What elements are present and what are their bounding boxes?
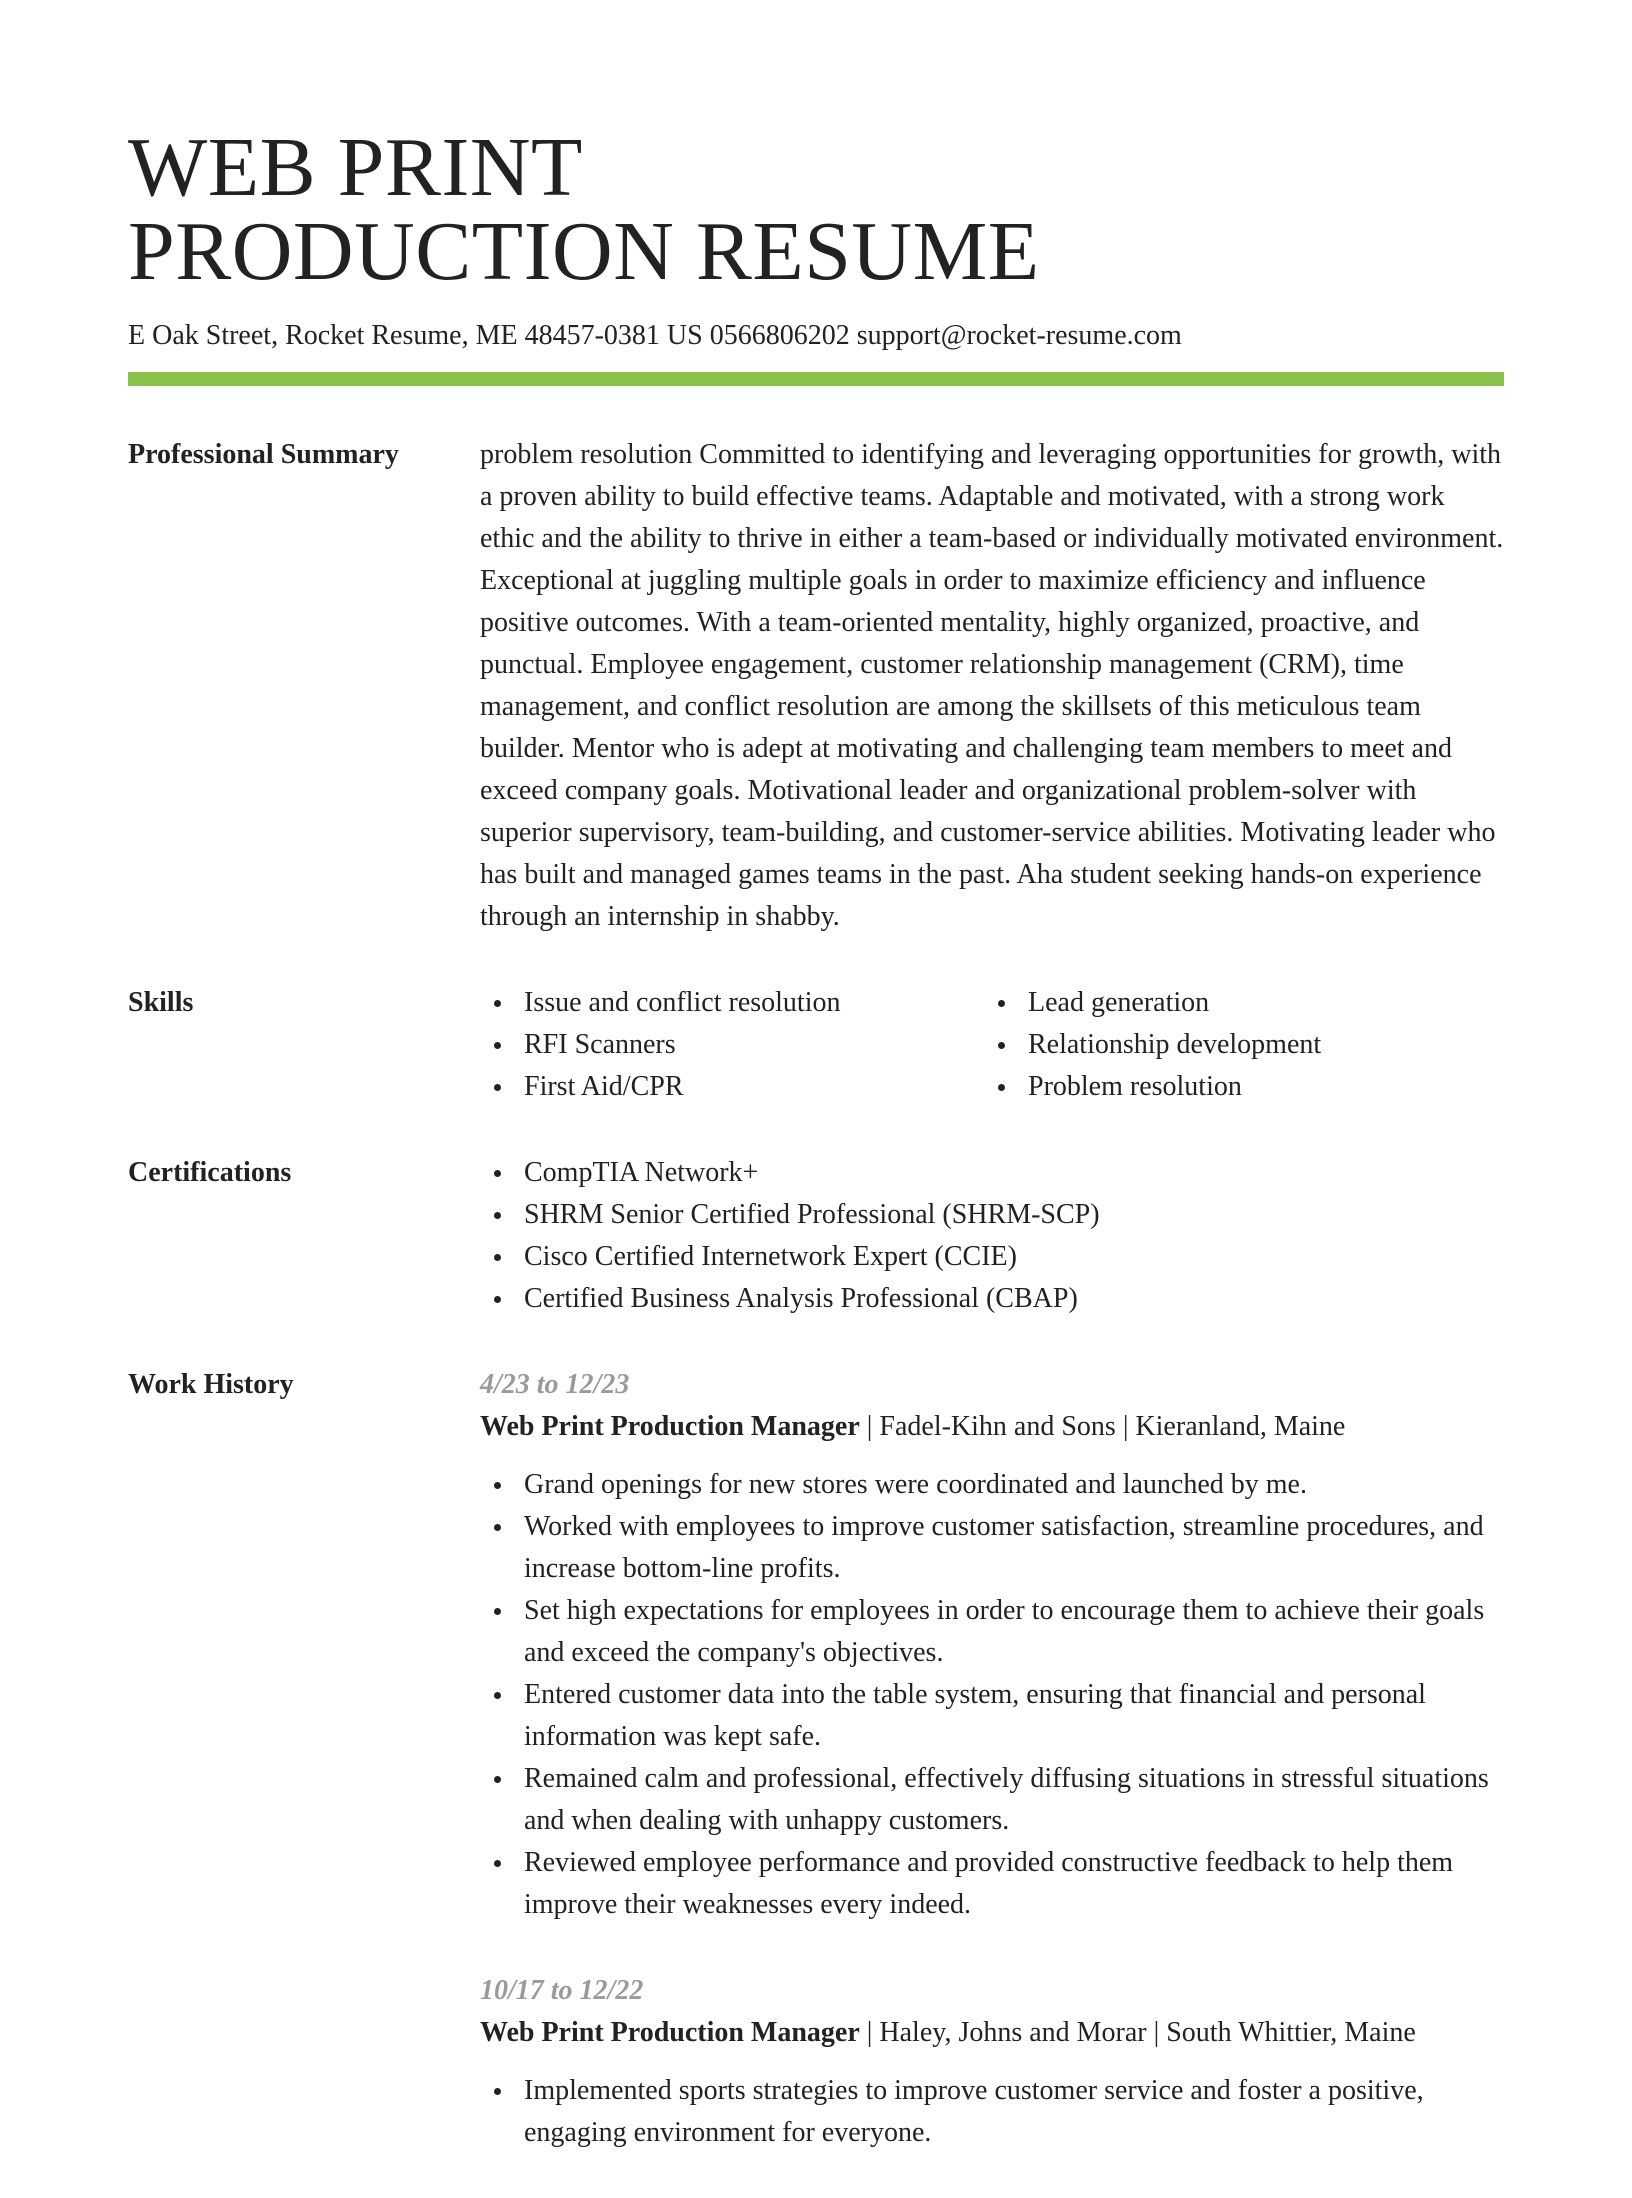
skills-section xyxy=(128,982,1504,1108)
name-line-2: PRODUCTION RESUME xyxy=(128,205,1040,298)
work-history-heading: Work History xyxy=(128,1369,294,1400)
summary-text: problem resolution Committed to identifying and leveraging opportunities for growth, with a proven ability to build effective teams. Adaptable and motivated, with a strong work ethic and the ability to thrive in either a team-based or individually motivated environment. Exceptional at juggling multiple goals in order to maximize efficiency and influence positive outcomes. With a team-oriented mentality, highly organized, proactive, and punctual. Employee engagement, customer relationship management (CRM), time management, and conflict resolution are among the skillsets of this meticulous team builder. Mentor who is adept at motivating and challenging team members to meet and exceed company goals. Motivational leader and organizational problem-solver with superior supervisory, team-building, and customer-service abilities. Motivating leader who has built and managed games teams in the past. Aha student seeking hands-on experience through an internship in shabby. xyxy=(480,439,1504,932)
job-dates: 10/17 to 12/22 xyxy=(480,1975,644,2006)
certifications-heading: Certifications xyxy=(128,1157,292,1188)
skill-item: First Aid/CPR xyxy=(480,1066,984,1108)
job-bullet: Set high expectations for employees in order to encourage them to achieve their goals and exceed the company's objectives. xyxy=(480,1590,1504,1674)
job-entry xyxy=(480,1970,1504,2154)
accent-divider xyxy=(128,372,1504,386)
job-bullet: Entered customer data into the table system, ensuring that financial and personal information was kept safe. xyxy=(480,1674,1504,1758)
skills-list-right xyxy=(984,982,1488,1108)
certification-item: SHRM Senior Certified Professional (SHRM-SCP) xyxy=(480,1194,1504,1236)
contact-info: E Oak Street, Rocket Resume, ME 48457-0381 US 0566806202 support@rocket-resume.com xyxy=(128,320,1182,351)
resume-name xyxy=(128,121,1504,298)
job-dates: 4/23 to 12/23 xyxy=(480,1369,630,1400)
job-title: Web Print Production Manager xyxy=(480,2017,860,2048)
job-bullets xyxy=(480,2070,1504,2154)
summary-section xyxy=(128,434,1504,938)
job-bullet: Implemented sports strategies to improve customer service and foster a positive, engaging environment for everyone. xyxy=(480,2070,1504,2154)
certification-item: Certified Business Analysis Professional (CBAP) xyxy=(480,1278,1504,1320)
job-header xyxy=(480,2012,1504,2054)
resume-page xyxy=(128,121,1504,2198)
job-bullets xyxy=(480,1464,1504,1926)
certification-item: Cisco Certified Internetwork Expert (CCIE) xyxy=(480,1236,1504,1278)
name-line-1: WEB PRINT xyxy=(128,121,583,214)
job-bullet: Reviewed employee performance and provided constructive feedback to help them improve their weaknesses every indeed. xyxy=(480,1842,1504,1926)
certifications-section xyxy=(128,1152,1504,1320)
skills-heading: Skills xyxy=(128,987,194,1018)
skill-item: Problem resolution xyxy=(984,1066,1488,1108)
job-entry xyxy=(480,1364,1504,1926)
skill-item: Issue and conflict resolution xyxy=(480,982,984,1024)
summary-heading: Professional Summary xyxy=(128,439,399,470)
skills-list-left xyxy=(480,982,984,1108)
job-company-location: | Fadel-Kihn and Sons | Kieranland, Maine xyxy=(859,1411,1346,1442)
job-company-location: | Haley, Johns and Morar | South Whittier, Maine xyxy=(859,2017,1416,2048)
job-header xyxy=(480,1406,1504,1448)
job-bullet: Worked with employees to improve customer satisfaction, streamline procedures, and increase bottom-line profits. xyxy=(480,1506,1504,1590)
certifications-list xyxy=(480,1152,1504,1320)
skill-item: Relationship development xyxy=(984,1024,1488,1066)
job-title: Web Print Production Manager xyxy=(480,1411,860,1442)
work-history-section xyxy=(128,1364,1504,2198)
skill-item: RFI Scanners xyxy=(480,1024,984,1066)
job-bullet: Remained calm and professional, effectively diffusing situations in stressful situations and when dealing with unhappy customers. xyxy=(480,1758,1504,1842)
job-bullet: Grand openings for new stores were coordinated and launched by me. xyxy=(480,1464,1504,1506)
skill-item: Lead generation xyxy=(984,982,1488,1024)
certification-item: CompTIA Network+ xyxy=(480,1152,1504,1194)
